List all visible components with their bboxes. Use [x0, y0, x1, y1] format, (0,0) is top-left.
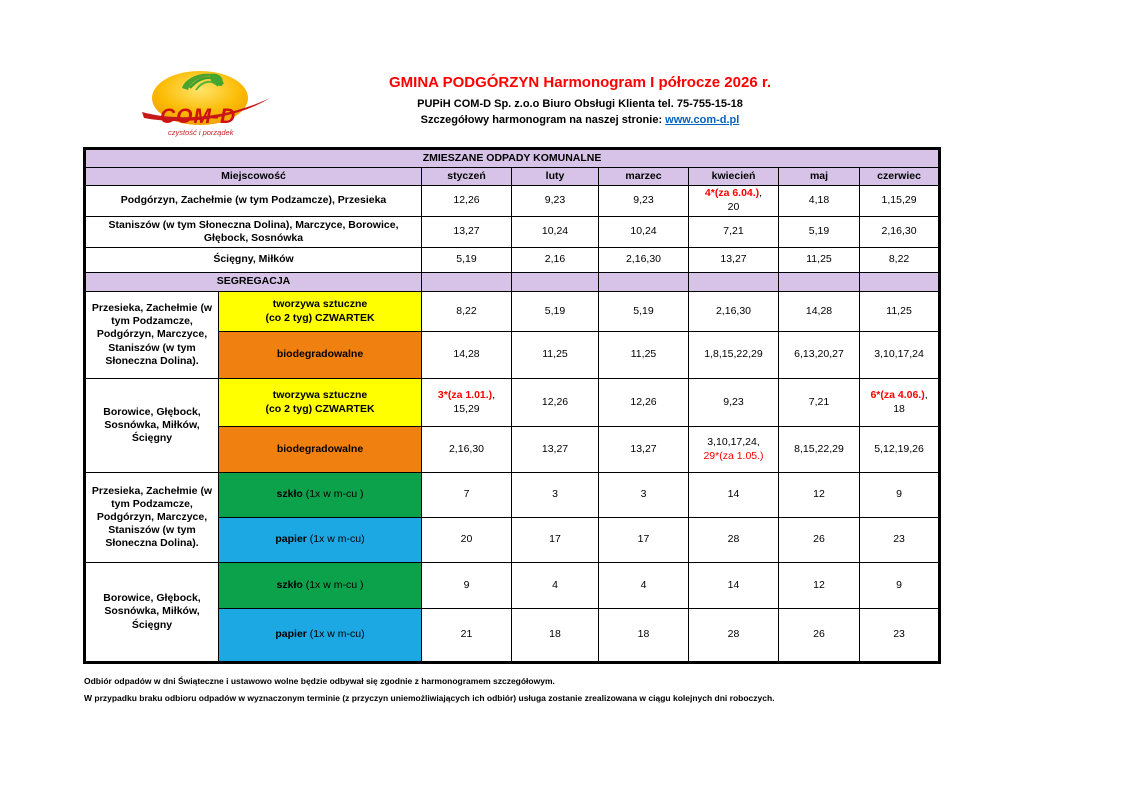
- schedule-cell: 13,27: [599, 427, 689, 473]
- empty-cell: [599, 273, 689, 292]
- column-header-month: luty: [512, 168, 599, 186]
- schedule-cell: 11,25: [512, 332, 599, 379]
- column-header-miejscowosc: Miejscowość: [85, 168, 422, 186]
- schedule-cell: 5,19: [779, 217, 860, 248]
- date-text: (1x w m-cu): [309, 628, 365, 641]
- schedule-cell: 5,12,19,26: [860, 427, 940, 473]
- schedule-cell: 2,16,30: [422, 427, 512, 473]
- place-cell: Borowice, Głębock, Sosnówka, Miłków, Ścięgny: [85, 563, 219, 663]
- schedule-cell: [689, 186, 779, 217]
- schedule-cell: 28: [689, 609, 779, 663]
- date-text: (1x w m-cu ): [305, 578, 364, 591]
- place-cell: Ścięgny, Miłków: [85, 248, 422, 273]
- schedule-cell: 13,27: [422, 217, 512, 248]
- schedule-cell: 2,16,30: [860, 217, 940, 248]
- schedule-cell: 28: [689, 518, 779, 563]
- place-cell: Staniszów (w tym Słoneczna Dolina), Marczyce, Borowice, Głębock, Sosnówka: [85, 217, 422, 248]
- segregation-header: SEGREGACJA: [85, 273, 422, 292]
- footer-notes: [84, 676, 1064, 710]
- date-text: (co 2 tyg) CZWARTEK: [265, 311, 375, 324]
- schedule-cell: 11,25: [779, 248, 860, 273]
- date-text: 18: [893, 402, 905, 415]
- date-text: ,: [759, 187, 763, 200]
- waste-type-cell: [219, 292, 422, 332]
- schedule-cell: 17: [512, 518, 599, 563]
- schedule-cell: 3,10,17,24: [860, 332, 940, 379]
- substitute-date-text: 6*(za 4.06.): [870, 388, 925, 401]
- column-header-month: czerwiec: [860, 168, 940, 186]
- waste-type-cell: [219, 332, 422, 379]
- schedule-cell: [689, 427, 779, 473]
- waste-type-cell: [219, 609, 422, 663]
- date-text: ,: [924, 388, 928, 401]
- waste-type-cell: [219, 473, 422, 518]
- empty-cell: [689, 273, 779, 292]
- footer-note-2: W przypadku braku odbioru odpadów w wyznaczonym terminie (z przyczyn uniemożliwiających ich odbiór) usługa zostanie zrealizowana w ciągu kolejnych dni roboczych.: [84, 693, 775, 704]
- website-label: Szczegółowy harmonogram na naszej stronie:: [420, 114, 666, 126]
- schedule-cell: [860, 379, 940, 427]
- date-text: 20: [727, 201, 740, 213]
- date-text: papier: [275, 533, 310, 546]
- schedule-cell: 1,15,29: [860, 186, 940, 217]
- schedule-cell: 7: [422, 473, 512, 518]
- schedule-cell: 17: [599, 518, 689, 563]
- website-link[interactable]: www.com-d.pl: [665, 114, 740, 126]
- schedule-cell: 5,19: [422, 248, 512, 273]
- schedule-cell: 9: [860, 563, 940, 609]
- document-header: [330, 74, 830, 126]
- schedule-cell: 18: [512, 609, 599, 663]
- schedule-table: [83, 147, 941, 664]
- schedule-cell: 21: [422, 609, 512, 663]
- schedule-cell: 5,19: [599, 292, 689, 332]
- schedule-cell: 9: [860, 473, 940, 518]
- schedule-cell: 26: [779, 518, 860, 563]
- com-d-logo: [126, 66, 276, 149]
- column-header-month: marzec: [599, 168, 689, 186]
- schedule-cell: 4: [599, 563, 689, 609]
- com-d-logo-graphic: [126, 66, 276, 144]
- place-cell: Przesieka, Zachełmie (w tym Podzamcze, Podgórzyn, Marczyce, Staniszów (w tym Słoneczna Dolina).: [85, 473, 219, 563]
- schedule-cell: 10,24: [512, 217, 599, 248]
- schedule-cell: 6,13,20,27: [779, 332, 860, 379]
- date-text: tworzywa sztuczne: [272, 388, 368, 401]
- empty-cell: [512, 273, 599, 292]
- date-text: 15,29: [453, 402, 480, 415]
- schedule-cell: 14: [689, 563, 779, 609]
- schedule-cell: 2,16,30: [599, 248, 689, 273]
- empty-cell: [779, 273, 860, 292]
- waste-type-cell: [219, 563, 422, 609]
- schedule-cell: 10,24: [599, 217, 689, 248]
- schedule-cell: 11,25: [860, 292, 940, 332]
- date-text: szkło: [276, 578, 306, 591]
- schedule-cell: 8,22: [860, 248, 940, 273]
- page-title: GMINA PODGÓRZYN Harmonogram I półrocze 2026 r.: [388, 74, 772, 91]
- column-header-month: maj: [779, 168, 860, 186]
- date-text: (1x w m-cu): [309, 533, 365, 546]
- footer-note-1: Odbiór odpadów w dni Świąteczne i ustawowo wolne będzie odbywał się zgodnie z harmonogramem szczegółowym.: [84, 676, 555, 686]
- empty-cell: [422, 273, 512, 292]
- schedule-cell: 8,22: [422, 292, 512, 332]
- substitute-date-text: 3*(za 1.01.): [437, 388, 493, 401]
- empty-cell: [860, 273, 940, 292]
- schedule-cell: 13,27: [689, 248, 779, 273]
- schedule-cell: 13,27: [512, 427, 599, 473]
- schedule-cell: 12,26: [512, 379, 599, 427]
- schedule-cell: 9: [422, 563, 512, 609]
- schedule-cell: 7,21: [779, 379, 860, 427]
- date-text: 3,10,17,24,: [707, 435, 760, 448]
- schedule-cell: 4,18: [779, 186, 860, 217]
- schedule-cell: 4: [512, 563, 599, 609]
- schedule-cell: 12,26: [422, 186, 512, 217]
- schedule-cell: 1,8,15,22,29: [689, 332, 779, 379]
- date-text: papier: [275, 628, 310, 641]
- schedule-cell: 8,15,22,29: [779, 427, 860, 473]
- schedule-cell: 20: [422, 518, 512, 563]
- schedule-cell: 5,19: [512, 292, 599, 332]
- date-text: biodegradowalne: [276, 348, 364, 361]
- waste-type-cell: [219, 379, 422, 427]
- column-header-month: kwiecień: [689, 168, 779, 186]
- schedule-cell: 23: [860, 609, 940, 663]
- place-cell: Borowice, Głębock, Sosnówka, Miłków, Ścięgny: [85, 379, 219, 473]
- date-text: tworzywa sztuczne: [272, 297, 368, 310]
- schedule-cell: 9,23: [599, 186, 689, 217]
- place-cell: Podgórzyn, Zachełmie (w tym Podzamcze), Przesieka: [85, 186, 422, 217]
- waste-type-cell: [219, 518, 422, 563]
- schedule-cell: 9,23: [689, 379, 779, 427]
- schedule-cell: 3: [599, 473, 689, 518]
- schedule-cell: 14: [689, 473, 779, 518]
- schedule-cell: 14,28: [422, 332, 512, 379]
- date-text: ,: [492, 388, 496, 401]
- column-header-month: styczeń: [422, 168, 512, 186]
- schedule-cell: 18: [599, 609, 689, 663]
- logo-text: COM-D: [160, 105, 237, 128]
- logo-tagline: czystość i porządek: [168, 128, 234, 137]
- date-text: (1x w m-cu ): [305, 488, 364, 501]
- date-text: (co 2 tyg) CZWARTEK: [265, 402, 375, 415]
- table-title: ZMIESZANE ODPADY KOMUNALNE: [85, 149, 940, 168]
- schedule-cell: 2,16: [512, 248, 599, 273]
- schedule-cell: 26: [779, 609, 860, 663]
- schedule-cell: 12: [779, 473, 860, 518]
- date-text: szkło: [276, 488, 306, 501]
- schedule-cell: 9,23: [512, 186, 599, 217]
- schedule-cell: [422, 379, 512, 427]
- schedule-cell: 3: [512, 473, 599, 518]
- page-subtitle: PUPiH COM-D Sp. z.o.o Biuro Obsługi Klienta tel. 75-755-15-18: [417, 98, 743, 110]
- schedule-cell: 11,25: [599, 332, 689, 379]
- date-text: biodegradowalne: [276, 442, 364, 455]
- website-line: [330, 114, 830, 126]
- place-cell: Przesieka, Zachełmie (w tym Podzamcze, Podgórzyn, Marczyce, Staniszów (w tym Słoneczna Dolina).: [85, 292, 219, 379]
- schedule-cell: 12: [779, 563, 860, 609]
- schedule-cell: 2,16,30: [689, 292, 779, 332]
- schedule-cell: 14,28: [779, 292, 860, 332]
- schedule-cell: 7,21: [689, 217, 779, 248]
- waste-type-cell: [219, 427, 422, 473]
- substitute-date-text: 4*(za 6.04.): [704, 187, 760, 200]
- schedule-cell: 12,26: [599, 379, 689, 427]
- substitute-date-text: 29*(za 1.05.): [703, 449, 764, 462]
- schedule-cell: 23: [860, 518, 940, 563]
